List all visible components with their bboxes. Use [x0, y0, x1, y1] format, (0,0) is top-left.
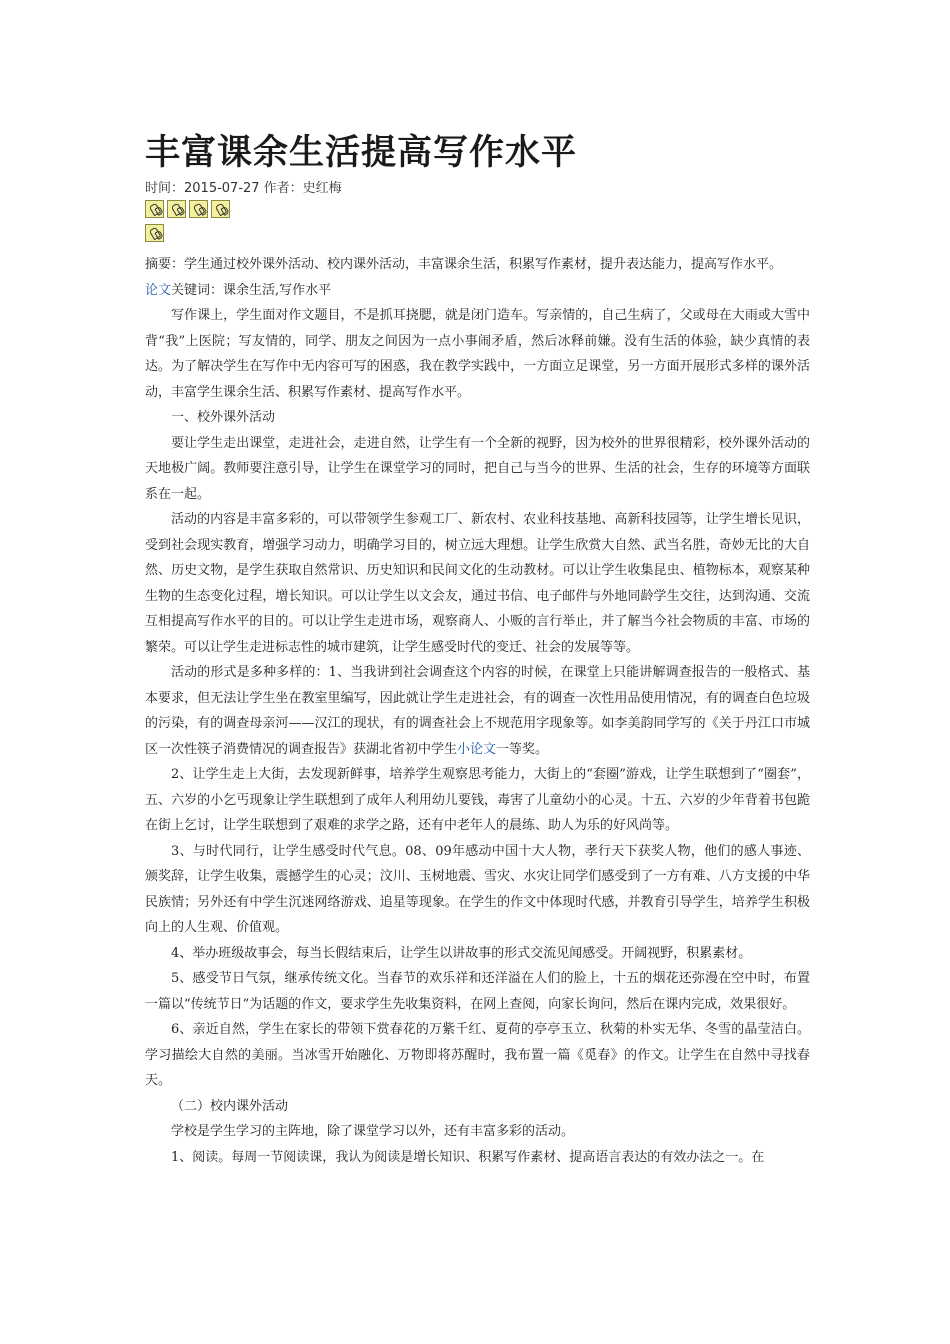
- pencil-icon[interactable]: [145, 224, 164, 242]
- paragraph: 要让学生走出课堂，走进社会，走进自然，让学生有一个全新的视野，因为校外的世界很精彩，校外课外活动的天地极广阔。教师要注意引导，让学生在课堂学习的同时，把自己与当今的世界、生活的社会，生存的环境等方面联系在一起。: [145, 435, 810, 502]
- pencil-icon[interactable]: [211, 200, 230, 218]
- article-body: [145, 252, 810, 1170]
- pencil-icon[interactable]: [167, 200, 186, 218]
- article-meta: 时间：2015-07-27 作者：史红梅: [145, 181, 342, 196]
- paragraph: 4、举办班级故事会，每当长假结束后，让学生以讲故事的形式交流见闻感受。开阔视野，积累素材。: [171, 945, 752, 961]
- paragraph: 活动的内容是丰富多彩的，可以带领学生参观工厂、新农村、农业科技基地、高新科技园等，让学生增长见识，受到社会现实教育，增强学习动力，明确学习目的，树立远大理想。让学生欣赏大自然、武当名胜，奇妙无比的大自然、历史文物，是学生获取自然常识、历史知识和民间文化的生动教材。可以让学生收集昆虫、植物标本，观察某种生物的生态变化过程，增长知识。可以让学生以文会友，通过书信、电子邮件与外地同龄学生交往，达到沟通、交流互相提高写作水平的目的。可以让学生走进市场，观察商人、小贩的言行举止，并了解当今社会物质的丰富、市场的繁荣。可以让学生走进标志性的城市建筑，让学生感受时代的变迁、社会的发展等等。: [145, 512, 810, 655]
- page-title: 丰富课余生活提高写作水平: [145, 133, 578, 173]
- paragraph: 1、阅读。每周一节阅读课，我认为阅读是增长知识、积累写作素材、提高语言表达的有效办法之一。在: [171, 1149, 765, 1165]
- keywords-text: 关键词：课余生活,写作水平: [171, 282, 332, 298]
- paragraph-text: 一等奖。: [496, 741, 549, 757]
- section-heading: 一、校外课外活动: [171, 410, 276, 425]
- paragraph: 2、让学生走上大街，去发现新鲜事，培养学生观察思考能力，大街上的“套圈”游戏，让学生联想到了“圈套”，五、六岁的小乞丐现象让学生联想到了成年人利用幼儿要钱，毒害了儿童幼小的心灵。十五、六岁的少年背着书包跪在街上乞讨，让学生联想到了艰难的求学之路，还有中老年人的晨练、助人为乐的好风尚等。: [145, 767, 810, 833]
- inline-link[interactable]: 小论文: [457, 741, 497, 757]
- paragraph-text: 活动的形式是多种多样的：1、当我讲到社会调查这个内容的时候，在课堂上只能讲解调查报告的一般格式、基本要求，但无法让学生坐在教室里编写，因此就让学生走进社会，有的调查一次性用品使用情况，有的调查白色垃圾的污染，有的调查母亲河——汉江的现状，有的调查社会上不规范用字现象等。如李美韵同学写的《关于丹江口市城区一次性筷子消费情况的调查报告》获湖北省初中学生: [145, 665, 810, 757]
- paragraph: 学校是学生学习的主阵地，除了课堂学习以外，还有丰富多彩的活动。: [171, 1124, 575, 1139]
- rating-icon-single: [145, 224, 810, 244]
- paragraph: [145, 660, 810, 762]
- keywords: [145, 278, 810, 304]
- pencil-icon[interactable]: [189, 200, 208, 218]
- abstract: 摘要：学生通过校外课外活动、校内课外活动，丰富课余生活，积累写作素材，提升表达能力，提高写作水平。: [145, 257, 783, 272]
- keyword-link[interactable]: 论文: [145, 282, 172, 298]
- section-heading: （二）校内课外活动: [171, 1098, 289, 1114]
- pencil-icon[interactable]: [145, 200, 164, 218]
- paragraph: 3、与时代同行，让学生感受时代气息。08、09年感动中国十大人物，孝行天下获奖人物，他们的感人事迹、颁奖辞，让学生收集，震撼学生的心灵；汶川、玉树地震、雪灾、水灾让同学们感受到了一方有难、八方支援的中华民族情；另外还有中学生沉迷网络游戏、追星等现象。在学生的作文中体现时代感，并教育引导学生，培养学生积极向上的人生观、价值观。: [145, 843, 810, 935]
- rating-icons: [145, 200, 810, 220]
- article: [145, 128, 810, 1170]
- paragraph: 5、感受节日气氛，继承传统文化。当春节的欢乐祥和还洋溢在人们的脸上，十五的烟花还弥漫在空中时，布置一篇以“传统节日”为话题的作文，要求学生先收集资料，在网上查阅，向家长询问，然后在课内完成，效果很好。: [145, 971, 810, 1012]
- paragraph: 6、亲近自然，学生在家长的带领下赏春花的万紫千红、夏荷的亭亭玉立、秋菊的朴实无华、冬雪的晶莹洁白。学习描绘大自然的美丽。当冰雪开始融化、万物即将苏醒时，我布置一篇《觅春》的作文。让学生在自然中寻找春天。: [145, 1022, 810, 1088]
- paragraph: 写作课上，学生面对作文题目，不是抓耳挠腮，就是闭门造车。写亲情的，自己生病了，父或母在大雨或大雪中背“我”上医院；写友情的，同学、朋友之间因为一点小事闹矛盾，然后冰释前嫌。没有生活的体验，缺少真情的表达。为了解决学生在写作中无内容可写的困惑，我在教学实践中，一方面立足课堂，另一方面开展形式多样的课外活动，丰富学生课余生活、积累写作素材、提高写作水平。: [145, 308, 810, 400]
